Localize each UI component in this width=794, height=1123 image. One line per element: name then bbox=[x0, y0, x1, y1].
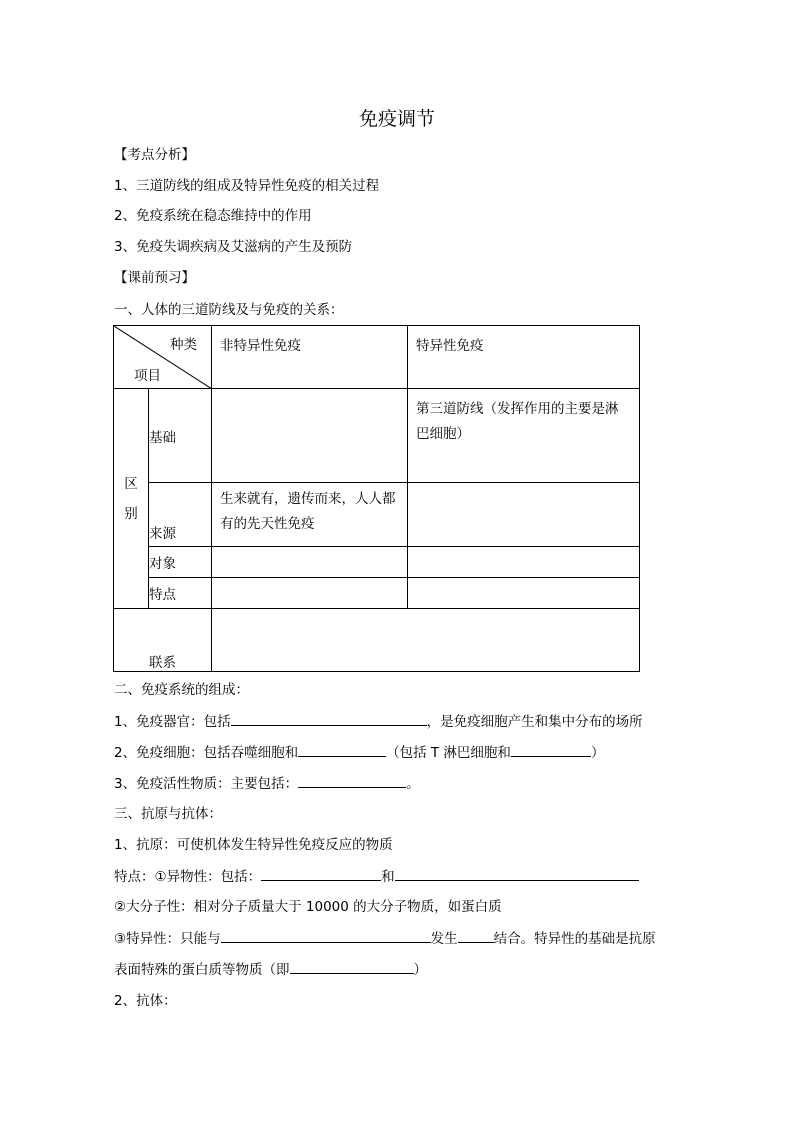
cell-source-specific bbox=[408, 483, 640, 547]
cell-feature-nonspecific bbox=[212, 578, 408, 609]
p2-line-2: 2、免疫细胞：包括吞噬细胞和 （包括 T 淋巴细胞和 ） bbox=[114, 742, 604, 763]
blank-lymphocyte[interactable] bbox=[511, 742, 591, 757]
blank-cells[interactable] bbox=[298, 742, 386, 757]
header-specific: 特异性免疫 bbox=[408, 326, 640, 389]
blank-determinant[interactable] bbox=[290, 959, 414, 974]
section-analysis-heading: 【考点分析】 bbox=[114, 147, 195, 163]
p3-feature-3-cont: 表面特殊的蛋白质等物质（即 ） bbox=[114, 959, 427, 980]
p3-feature-1: 特点：①异物性：包括： 和 bbox=[114, 866, 639, 887]
part2-heading: 二、免疫系统的组成： bbox=[114, 682, 249, 698]
header-nonspecific: 非特异性免疫 bbox=[212, 326, 408, 389]
analysis-item-2: 2、免疫系统在稳态维持中的作用 bbox=[114, 208, 312, 224]
part3-heading: 三、抗原与抗体： bbox=[114, 806, 222, 822]
blank-active-substance[interactable] bbox=[298, 773, 406, 788]
cell-target-nonspecific bbox=[212, 547, 408, 578]
p3-antibody: 2、抗体： bbox=[114, 993, 177, 1009]
cell-feature-specific bbox=[408, 578, 640, 609]
cell-basis-nonspecific bbox=[212, 389, 408, 483]
section-preview-heading: 【课前预习】 bbox=[114, 270, 195, 286]
p3-feature-3: ③特异性：只能与 发生 结合。特异性的基础是抗原 bbox=[114, 928, 656, 949]
difference-label: 区 别 bbox=[114, 389, 149, 609]
cell-source-nonspecific: 生来就有，遗传而来，人人都有的先天性免疫 bbox=[212, 483, 408, 547]
analysis-item-1: 1、三道防线的组成及特异性免疫的相关过程 bbox=[114, 178, 380, 194]
header-item: 项目 bbox=[134, 368, 161, 384]
row-label-target: 对象 bbox=[149, 547, 212, 578]
analysis-item-3: 3、免疫失调疾病及艾滋病的产生及预防 bbox=[114, 239, 353, 255]
cell-target-specific bbox=[408, 547, 640, 578]
header-kind: 种类 bbox=[170, 337, 197, 353]
row-label-source: 来源 bbox=[149, 483, 212, 547]
blank-specific-2[interactable] bbox=[458, 928, 494, 943]
part1-heading: 一、人体的三道防线及与免疫的关系： bbox=[114, 302, 344, 318]
blank-specific-1[interactable] bbox=[221, 928, 431, 943]
diagonal-divider bbox=[114, 326, 212, 389]
row-label-feature: 特点 bbox=[149, 578, 212, 609]
table-corner-header bbox=[114, 326, 212, 389]
blank-foreign-2[interactable] bbox=[395, 866, 639, 881]
cell-basis-specific: 第三道防线（发挥作用的主要是淋巴细胞） bbox=[408, 389, 640, 483]
cell-link bbox=[212, 609, 640, 672]
page-title: 免疫调节 bbox=[358, 108, 435, 130]
p3-feature-2: ②大分子性：相对分子质量大于 10000 的大分子物质，如蛋白质 bbox=[114, 899, 502, 915]
row-label-link: 联系 bbox=[114, 609, 212, 672]
row-label-basis: 基础 bbox=[149, 389, 212, 483]
p2-line-1: 1、免疫器官：包括 ，是免疫细胞产生和集中分布的场所 bbox=[114, 711, 643, 732]
blank-foreign-1[interactable] bbox=[261, 866, 381, 881]
blank-organs[interactable] bbox=[231, 711, 427, 726]
defense-lines-table bbox=[113, 325, 640, 672]
p3-antigen: 1、抗原：可使机体发生特异性免疫反应的物质 bbox=[114, 837, 393, 853]
p2-line-3: 3、免疫活性物质：主要包括： 。 bbox=[114, 773, 420, 794]
